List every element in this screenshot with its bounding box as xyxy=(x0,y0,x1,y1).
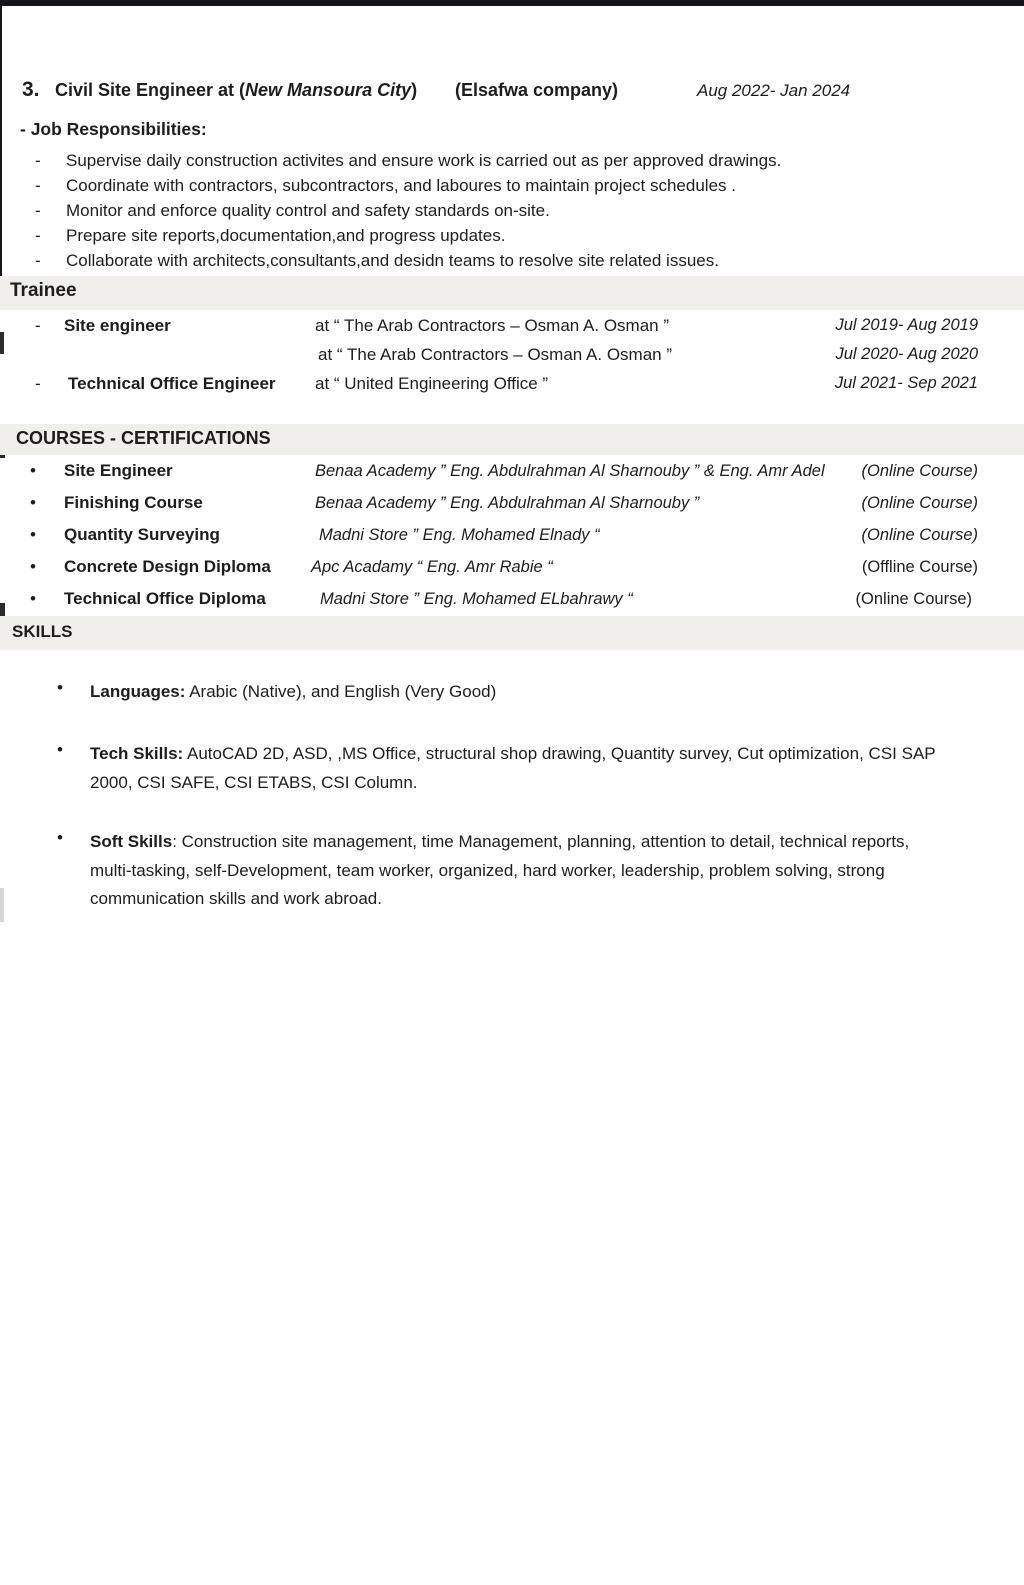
trainee-place: at “ The Arab Contractors – Osman A. Osman ” xyxy=(318,345,672,364)
experience-place: New Mansoura City xyxy=(245,80,412,100)
skill-label: Languages: xyxy=(90,682,186,701)
experience-heading xyxy=(0,80,1024,106)
bullet-marker: • xyxy=(57,678,63,697)
responsibility-text: Coordinate with contractors, subcontractors, and laboures to maintain project schedules . xyxy=(66,176,736,195)
dash-marker: - xyxy=(35,374,41,393)
skill-value: Arabic (Native), and English (Very Good) xyxy=(185,682,497,701)
responsibility-text: Monitor and enforce quality control and safety standards on-site. xyxy=(66,201,550,220)
skill-label: Soft Skills xyxy=(90,832,173,851)
experience-title xyxy=(55,80,417,101)
trainee-row xyxy=(0,340,1024,369)
experience-number: 3. xyxy=(22,78,40,101)
bullet-marker: • xyxy=(30,493,36,512)
trainee-list xyxy=(0,311,1024,398)
bullet-marker: • xyxy=(57,740,63,759)
course-provider: Madni Store ” Eng. Mohamed Elnady “ xyxy=(319,526,600,544)
scan-artifact-top-edge xyxy=(0,0,1024,6)
skill-text xyxy=(90,740,952,797)
dash-marker: - xyxy=(35,226,41,245)
course-provider: Madni Store ” Eng. Mohamed ELbahrawy “ xyxy=(320,590,633,608)
bullet-marker: • xyxy=(30,589,36,608)
experience-title-prefix: Civil Site Engineer at ( xyxy=(55,80,246,100)
course-mode: (Offline Course) xyxy=(861,558,978,576)
course-row xyxy=(0,551,1024,583)
section-title: Trainee xyxy=(10,280,77,301)
responsibility-item xyxy=(0,173,1000,198)
dash-marker: - xyxy=(35,201,41,220)
course-provider: Benaa Academy ” Eng. Abdulrahman Al Sharnouby ” xyxy=(315,494,700,512)
scan-artifact-mark xyxy=(0,888,4,922)
responsibility-item xyxy=(0,223,1000,248)
section-header-trainee xyxy=(0,276,1024,310)
skill-value: AutoCAD 2D, ASD, ,MS Office, structural shop drawing, Quantity survey, Cut optimization, CSI SAP 2000, CSI SAFE, CSI ETABS, CSI Column. xyxy=(90,744,936,792)
responsibility-text: Collaborate with architects,consultants,and desidn teams to resolve site related issues. xyxy=(66,251,719,270)
course-mode: (Online Course) xyxy=(861,526,978,544)
bullet-marker: • xyxy=(30,525,36,544)
responsibility-text: Prepare site reports,documentation,and progress updates. xyxy=(66,226,506,245)
course-row xyxy=(0,455,1024,487)
dash-marker: - xyxy=(35,316,41,335)
job-responsibilities-list xyxy=(0,148,1000,273)
course-row xyxy=(0,519,1024,551)
dash-marker: - xyxy=(35,151,41,170)
course-mode: (Online Course) xyxy=(861,494,978,512)
trainee-dates: Jul 2019- Aug 2019 xyxy=(835,316,978,334)
skill-text xyxy=(90,678,952,707)
bullet-marker: • xyxy=(30,461,36,480)
bullet-marker: • xyxy=(57,828,63,847)
course-provider: Benaa Academy ” Eng. Abdulrahman Al Sharnouby ” & Eng. Amr Adel xyxy=(315,462,825,480)
trainee-place: at “ United Engineering Office ” xyxy=(315,374,549,393)
experience-company: (Elsafwa company) xyxy=(455,80,619,100)
responsibility-item xyxy=(0,148,1000,173)
trainee-role: Technical Office Engineer xyxy=(68,374,276,393)
dash-marker: - xyxy=(35,176,41,195)
job-responsibilities-heading: - Job Responsibilities: xyxy=(20,119,207,139)
section-header-courses xyxy=(0,424,1024,455)
skill-label: Tech Skills: xyxy=(90,744,184,763)
responsibility-text: Supervise daily construction activites and ensure work is carried out as per approved drawings. xyxy=(66,151,782,170)
course-name: Concrete Design Diploma xyxy=(64,557,271,576)
course-name: Finishing Course xyxy=(64,493,203,512)
trainee-row xyxy=(0,369,1024,398)
course-mode: (Online Course) xyxy=(861,462,978,480)
course-row xyxy=(0,583,1024,615)
trainee-place: at “ The Arab Contractors – Osman A. Osman ” xyxy=(315,316,669,335)
course-name: Quantity Surveying xyxy=(64,525,220,544)
section-title: COURSES - CERTIFICATIONS xyxy=(16,428,271,448)
course-name: Site Engineer xyxy=(64,461,173,480)
experience-title-suffix: ) xyxy=(411,80,418,100)
trainee-row xyxy=(0,311,1024,340)
responsibility-item xyxy=(0,248,1000,273)
section-header-skills xyxy=(0,616,1024,650)
course-name: Technical Office Diploma xyxy=(64,589,266,608)
bullet-marker: • xyxy=(30,557,36,576)
course-provider: Apc Acadamy “ Eng. Amr Rabie “ xyxy=(311,558,553,576)
courses-list xyxy=(0,455,1024,615)
trainee-dates: Jul 2020- Aug 2020 xyxy=(835,345,978,363)
responsibility-item xyxy=(0,198,1000,223)
trainee-role: Site engineer xyxy=(64,316,171,335)
skill-value: : Construction site management, time Management, planning, attention to detail, technical reports, multi-tasking, self-Development, team worker, organized, hard worker, leadership, problem solving, strong communication skills and work abroad. xyxy=(90,832,910,908)
dash-marker: - xyxy=(35,251,41,270)
trainee-dates: Jul 2021- Sep 2021 xyxy=(834,374,978,392)
course-row xyxy=(0,487,1024,519)
experience-dates: Aug 2022- Jan 2024 xyxy=(697,81,851,100)
course-mode: (Online Course) xyxy=(855,590,972,608)
skill-text xyxy=(90,828,952,914)
section-title: SKILLS xyxy=(12,622,73,641)
